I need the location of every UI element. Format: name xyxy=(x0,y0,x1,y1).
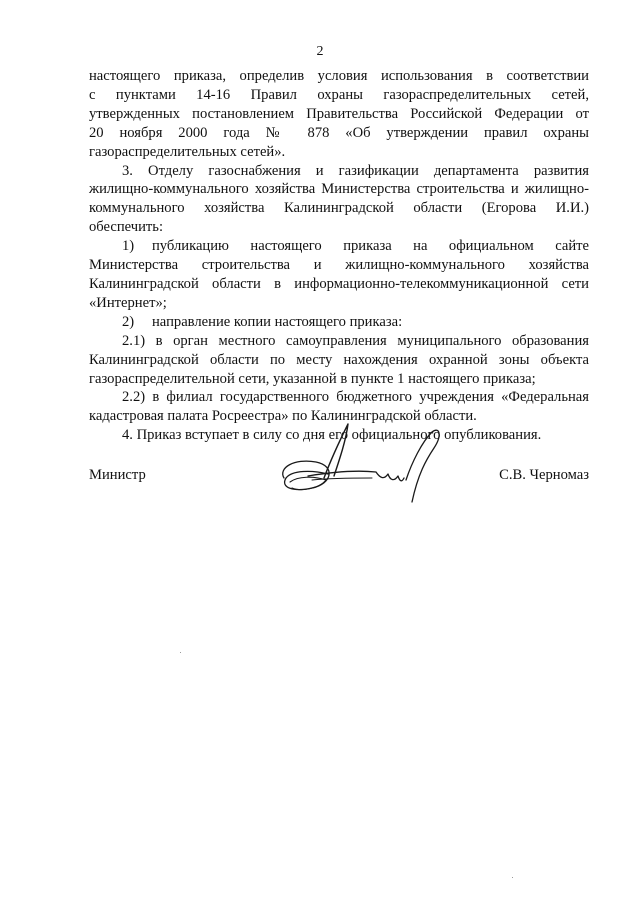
text-line: обеспечить: xyxy=(89,219,164,236)
scan-speck xyxy=(512,877,513,878)
signature-stroke xyxy=(324,424,348,478)
signatory-name: С.В. Черномаз xyxy=(499,467,589,483)
text-line: «Интернет»; xyxy=(89,294,167,311)
text-line: Калининградской области по месту нахождения охранной зоны объекта xyxy=(89,351,589,368)
text-line: 20 ноября 2000 года № 878 «Об утверждении правил охраны xyxy=(89,124,589,141)
paragraph-rules-reference xyxy=(89,67,589,162)
text-line: 2.2) в филиал государственного бюджетного учреждения «Федеральная xyxy=(122,389,589,406)
scan-speck xyxy=(180,652,181,653)
text-line: жилищно-коммунального хозяйства Министерства строительства и жилищно- xyxy=(89,181,589,198)
signatory-title: Министр xyxy=(89,467,146,483)
signature-stroke xyxy=(406,430,439,502)
text-line: Калининградской области в информационно-телекоммуникационной сети xyxy=(89,275,589,292)
text-line: кадастровая палата Росреестра» по Калининградской области. xyxy=(89,408,477,425)
text-line: газораспределительных сетей». xyxy=(89,143,286,160)
paragraph-3-gas-department xyxy=(89,162,589,238)
item-1-publication xyxy=(89,237,589,313)
item-2-1-local-government xyxy=(89,332,589,389)
text-line: публикацию настоящего приказа на официальном сайте xyxy=(152,238,589,255)
text-line: 2.1) в орган местного самоуправления муниципального образования xyxy=(122,332,589,349)
text-line: направление копии настоящего приказа: xyxy=(152,313,403,330)
text-line: с пунктами 14-16 Правил охраны газораспределительных сетей, xyxy=(89,86,589,103)
paragraph-4-effective-date: 4. Приказ вступает в силу со дня его официального опубликования. xyxy=(122,427,542,444)
text-line: Министерства строительства и жилищно-коммунального хозяйства xyxy=(89,257,589,274)
text-line: 3. Отделу газоснабжения и газификации департамента развития xyxy=(122,162,589,179)
text-line: коммунального хозяйства Калининградской области (Егорова И.И.) xyxy=(89,200,589,217)
item-2-copies xyxy=(89,313,589,332)
item-number: 2) xyxy=(122,313,135,330)
text-line: утвержденных постановлением Правительства Российской Федерации от xyxy=(89,105,589,122)
text-line: газораспределительной сети, указанной в пункте 1 настоящего приказа; xyxy=(89,370,536,387)
text-line: настоящего приказа, определив условия использования в соответствии xyxy=(89,68,589,84)
signature-stroke xyxy=(283,461,329,489)
document-body xyxy=(89,67,589,445)
page-number: 2 xyxy=(316,44,324,59)
handwritten-signature xyxy=(272,418,448,510)
item-number: 1) xyxy=(122,238,135,255)
item-first-line xyxy=(89,237,589,256)
